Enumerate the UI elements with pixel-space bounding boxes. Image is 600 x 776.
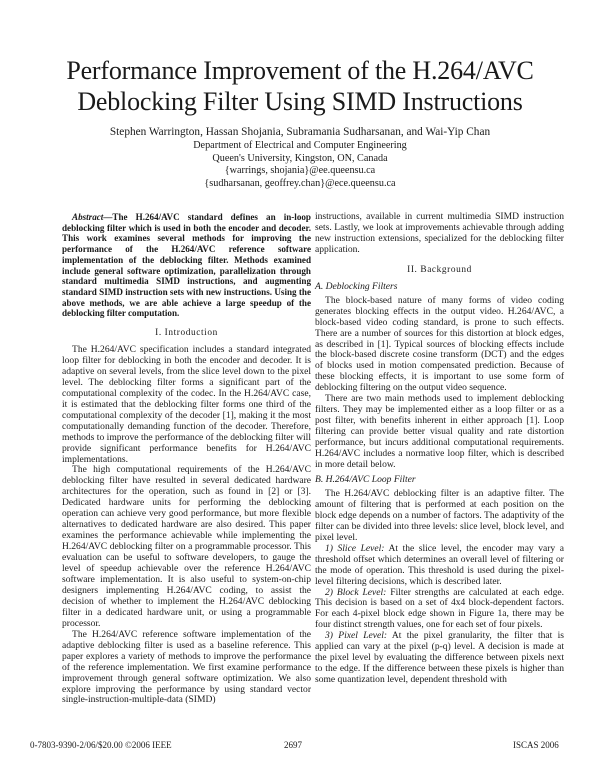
affiliation-email-2: {sudharsanan, geoffrey.chan}@ece.queensu.ca [204,177,396,189]
subsection-heading-deblocking-filters: A. Deblocking Filters [315,280,398,292]
intro-paragraph: The H.264/AVC specification includes a standard integrated loop filter for deblocking in both the encoder and decoder. It is adaptive on several levels, from the slice level down to the pixel level. The deblocking filter forms a significant part of the computational complexity of the codec. In the H.264/AVC case, it is estimated that the deblocking filter forms one third of the computational complexity of the decoder [1], making it the most computationally demanding function of the decoder. Therefore, methods to improve the performance of the deblocking filter will provide significant performance benefits for H.264/AVC implementations. [62,343,311,465]
footer-venue: ISCAS 2006 [513,740,559,750]
section-heading-introduction: I. Introduction [155,328,218,339]
background-paragraph: There are two main methods used to implement deblocking filters. They may be implemented either as a loop filter or as a post filter, with benefits inherent in either approach [1]. Loop filtering can provide better visual quality and rate distortion performance, but incurs additional computational requirements. H.264/AVC includes a normative loop filter, which is described in more detail below. [315,393,564,471]
footer-page-number: 2697 [284,740,302,750]
abstract [62,212,311,319]
affiliation-block [40,140,560,190]
affiliation-email-1: {warrings, shojania}@ee.queensu.ca [224,165,376,177]
intro-paragraph: The H.264/AVC reference software implementation of the adaptive deblocking filter is used as a baseline reference. This paper explores a variety of methods to improve the performance of the reference implementation. We first examine performance improvement through general software optimization. We also explore improving the performance by using standard vector single-instruction-multiple-data (SIMD) [62,628,311,706]
left-column [62,212,311,706]
affiliation-university: Queen's University, Kingston, ON, Canada [212,152,388,164]
section-heading-background: II. Background [407,264,472,275]
author-list: Stephen Warrington, Hassan Shojania, Subramania Sudharsanan, and Wai-Yip Chan [109,126,491,138]
filter-level-paragraph [315,631,564,686]
title-line-2: Deblocking Filter Using SIMD Instructions [77,87,523,116]
loop-filter-paragraph: The H.264/AVC deblocking filter is an adaptive filter. The amount of filtering that is performed at each position on the block edge depends on a number of factors. The adaptivity of the filter can be divided into three levels: slice level, block level, and pixel level. [315,487,564,543]
pixel-level-text: At the pixel granularity, the filter that is applied can vary at the pixel (p-q) level. A decision is made at the pixel level by evaluating the difference between pixels next to the edge. If the difference between these pixels is higher than some quantization level, dependent threshold with [315,630,564,686]
paragraph-heading-slice-level: 1) Slice Level: [325,542,385,554]
intro-continuation: instructions, available in current multimedia SIMD instruction sets. Lastly, we look at improvements achievable through adding new instruction extensions, specialized for the deblocking filter application. [315,211,564,255]
block-level-text: Filter strengths are calculated at each edge. This decision is based on a set of 4x4 block-dependent factors. For each 4-pixel block edge shown in Figure 1a, there may be four distinct strength values, one for each set of four pixels. [315,586,565,631]
subsection-heading-loop-filter: B. H.264/AVC Loop Filter [315,473,416,485]
paragraph-heading-pixel-level: 3) Pixel Level: [325,630,388,642]
paper-title [40,55,560,117]
intro-paragraph: The high computational requirements of the H.264/AVC deblocking filter have resulted in several dedicated hardware architectures for the operation, such as found in [2] or [3]. Dedicated hardware units for performing the deblocking operation can achieve very good performance, but more flexible alternatives to dedicated hardware are also desired. This paper examines the performance achievable while implementing the H.264/AVC deblocking filter on a programmable processor. This evaluation can be useful to software developers, to gauge the level of speedup achievable over the reference H.264/AVC software implementation. It is also useful to system-on-chip designers implementing H.264/AVC coding, to assist the decision of whether to implement the H.264/AVC deblocking filter in a dedicated hardware unit, or using a programmable processor. [62,464,311,629]
abstract-text: The H.264/AVC standard defines an in-loop deblocking filter which is used in both the encoder and decoder. This work examines several methods for improving the performance of the H.264/AVC reference software implementation of the deblocking filter. Methods examined include general software optimization, parallelization through standard multimedia SIMD instructions, and augmenting standard SIMD instruction sets with new instructions. Using the above methods, we are able achieve a large speedup of the deblocking filter computation. [62,212,311,319]
affiliation-department: Department of Electrical and Computer Engineering [193,140,407,151]
abstract-label: Abstract— [72,212,113,222]
background-paragraph: The block-based nature of many forms of video coding generates blocking effects in the output video. H.264/AVC, a block-based video coding standard, is prone to such effects. There are a number of sources for this distortion at block edges, as described in [1]. Typical sources of blocking effects include the block-based discrete cosine transform (DCT) and the edges of blocks used in motion compensated prediction. Because of these blocking effects, it is important to use some form of deblocking filtering on the output video sequence. [315,294,564,394]
right-column [315,212,564,686]
slice-level-text: At the slice level, the encoder may vary a threshold offset which determines an overall level of filtering or the mode of operation. This threshold is used during the pixel-level filtering decisions, which is described later. [315,542,564,587]
title-line-1: Performance Improvement of the H.264/AVC [66,56,534,85]
filter-level-paragraph [315,588,564,632]
footer-isbn: 0-7803-9390-2/06/$20.00 ©2006 IEEE [30,740,172,750]
filter-level-paragraph [315,544,564,588]
paragraph-heading-block-level: 2) Block Level: [325,586,387,598]
